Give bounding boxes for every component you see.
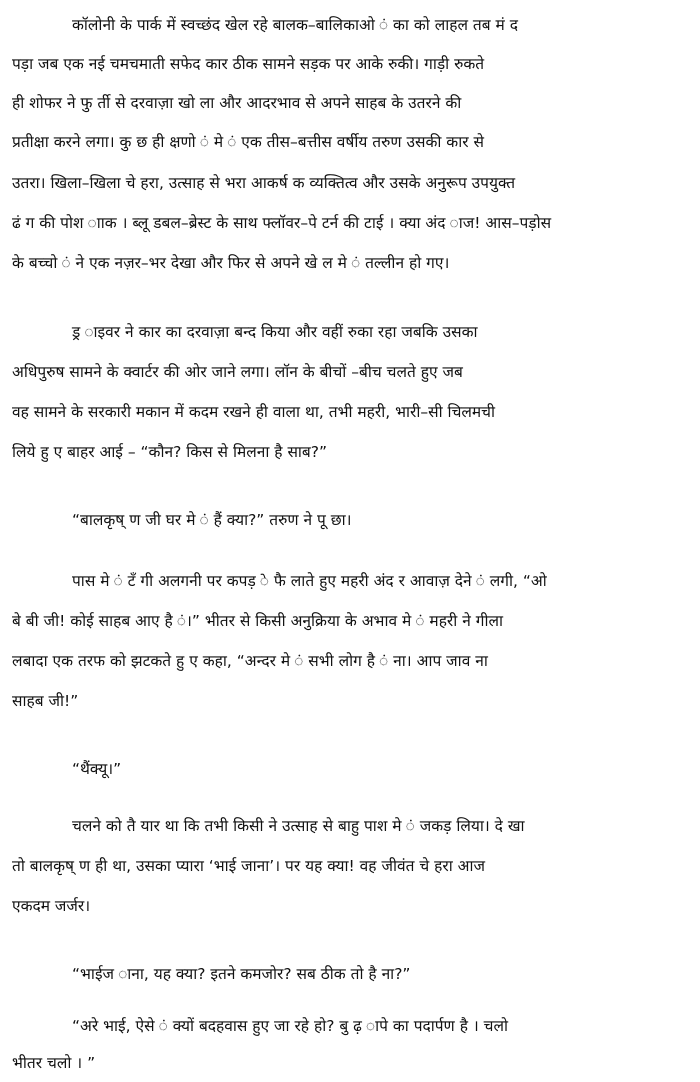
paragraph-4-line-2: बे बी जी! कोई साहब आए है ं।” भीतर से किसी अनुक्रिया के अभाव मे ं महरी ने गीला	[12, 612, 504, 630]
paragraph-6-line-2: तो बालकृष् ण ही था, उसका प्यारा ‘भाई जाना’। पर यह क्या! वह जीवंत चे हरा आज	[12, 857, 485, 875]
paragraph-3-line-1: “बालकृष् ण जी घर मे ं हैं क्या?” तरुण ने पू छा।	[72, 511, 352, 529]
paragraph-5-line-1: “थैंक्यू।”	[72, 760, 122, 778]
paragraph-2-line-2: अधिपुरुष सामने के क्वार्टर की ओर जाने लगा। लॉन के बीचों –बीच चलते हुए जब	[12, 363, 463, 381]
paragraph-2-line-1: ड्र ाइवर ने कार का दरवाज़ा बन्द किया और वहीं रुका रहा जबकि उसका	[72, 323, 478, 341]
paragraph-7-line-1: “भाईज ाना, यह क्या? इतने कमजोर? सब ठीक तो है ना?”	[72, 965, 411, 983]
paragraph-1-line-7: के बच्चो ं ने एक नज़र–भर देखा और फिर से अपने खे ल मे ं तल्लीन हो गए।	[12, 254, 450, 272]
paragraph-8-line-1: “अरे भाई, ऐसे ं क्यों बदहवास हुए जा रहे हो? बु ढ़ ापे का पदार्पण है । चलो	[72, 1017, 509, 1035]
paragraph-4-line-3: लबादा एक तरफ को झटकते हु ए कहा, “अन्दर मे ं सभी लोग है ं ना। आप जाव ना	[12, 652, 488, 670]
paragraph-1-line-2: पड़ा जब एक नई चमचमाती सफेद कार ठीक सामने सड़क पर आके रुकी। गाड़ी रुकते	[12, 55, 485, 73]
paragraph-4-line-1: पास मे ं टँ गी अलगनी पर कपड़ े फै लाते हुए महरी अंद र आवाज़ देने ं लगी, “ओ	[72, 572, 547, 590]
paragraph-4-line-4: साहब जी!”	[12, 692, 79, 710]
paragraph-6-line-1: चलने को तै यार था कि तभी किसी ने उत्साह से बाहु पाश मे ं जकड़ लिया। दे खा	[72, 817, 525, 835]
paragraph-8-line-2: भीतर चलो । ”	[12, 1054, 96, 1072]
paragraph-6-line-3: एकदम जर्जर।	[12, 897, 91, 915]
paragraph-1-line-1: कॉलोनी के पार्क में स्वच्छंद खेल रहे बालक–बालिकाओ ं का को लाहल तब मं द	[72, 16, 518, 34]
paragraph-1-line-6: ढं ग की पोश ााक । ब्लू डबल–ब्रेस्ट के साथ फ्लॉवर–पे टर्न की टाई । क्या अंद ाज! आस–पड़ोस	[12, 214, 552, 232]
paragraph-2-line-3: वह सामने के सरकारी मकान में कदम रखने ही वाला था, तभी महरी, भारी–सी चिलमची	[12, 403, 496, 421]
paragraph-1-line-5: उतरा। खिला–खिला चे हरा, उत्साह से भरा आकर्ष क व्यक्तित्व और उसके अनुरूप उपयुक्त	[12, 174, 516, 192]
paragraph-1-line-4: प्रतीक्षा करने लगा। कु छ ही क्षणो ं मे ं एक तीस–बत्तीस वर्षीय तरुण उसकी कार से	[12, 133, 484, 151]
paragraph-2-line-4: लिये हु ए बाहर आई – “कौन? किस से मिलना है साब?”	[12, 443, 328, 461]
paragraph-1-line-3: ही शोफर ने फु र्ती से दरवाज़ा खो ला और आदरभाव से अपने साहब के उतरने की	[12, 94, 462, 112]
